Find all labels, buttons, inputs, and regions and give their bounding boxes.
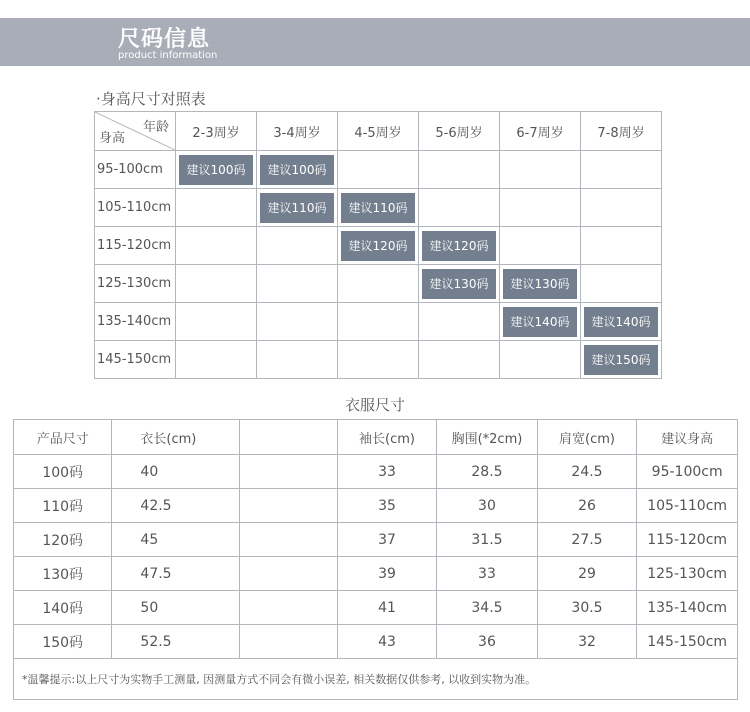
height-cell xyxy=(338,341,419,379)
height-cell xyxy=(176,303,257,341)
height-cell xyxy=(257,227,338,265)
shoulder-cell: 26 xyxy=(537,489,637,523)
table-row xyxy=(14,489,738,523)
height-cell xyxy=(581,189,662,227)
height-cell xyxy=(419,265,500,303)
height-cell xyxy=(500,303,581,341)
blank-cell xyxy=(240,625,338,659)
chest-cell: 34.5 xyxy=(437,591,537,625)
shoulder-cell: 24.5 xyxy=(537,455,637,489)
size-chart-table xyxy=(13,419,738,700)
column-header xyxy=(240,420,338,455)
length-cell: 52.5 xyxy=(112,625,240,659)
height-label: 145-150cm xyxy=(95,341,176,379)
age-header: 6-7周岁 xyxy=(500,112,581,151)
sleeve-cell: 43 xyxy=(337,625,437,659)
height-cell xyxy=(257,151,338,189)
height-label: 95-100cm xyxy=(95,151,176,189)
column-header: 胸围(*2cm) xyxy=(437,420,537,455)
suggested-size-tag: 建议100码 xyxy=(179,155,253,185)
size-cell: 110码 xyxy=(14,489,112,523)
column-header: 产品尺寸 xyxy=(14,420,112,455)
height-label: 105-110cm xyxy=(95,189,176,227)
suggested-size-tag: 建议140码 xyxy=(584,307,658,337)
blank-cell xyxy=(240,591,338,625)
height-cell xyxy=(500,189,581,227)
height-cell: 95-100cm xyxy=(637,455,738,489)
sleeve-cell: 37 xyxy=(337,523,437,557)
height-cell xyxy=(419,341,500,379)
suggested-size-tag: 建议140码 xyxy=(503,307,577,337)
table-row xyxy=(14,557,738,591)
shoulder-cell: 30.5 xyxy=(537,591,637,625)
table-row xyxy=(14,625,738,659)
height-cell xyxy=(257,189,338,227)
height-label: 135-140cm xyxy=(95,303,176,341)
note-text: *温馨提示:以上尺寸为实物手工测量, 因测量方式不同会有微小误差, 相关数据仅供参考, 以收到实物为准。 xyxy=(14,659,738,700)
height-row xyxy=(95,151,662,189)
height-cell: 115-120cm xyxy=(637,523,738,557)
height-chart-body xyxy=(95,151,662,379)
size-cell: 130码 xyxy=(14,557,112,591)
height-cell xyxy=(338,265,419,303)
height-cell xyxy=(338,303,419,341)
blank-cell xyxy=(240,557,338,591)
chest-cell: 30 xyxy=(437,489,537,523)
size-cell: 100码 xyxy=(14,455,112,489)
height-cell xyxy=(581,151,662,189)
height-cell xyxy=(500,151,581,189)
age-header: 2-3周岁 xyxy=(176,112,257,151)
sleeve-cell: 35 xyxy=(337,489,437,523)
column-header: 衣长(cm) xyxy=(112,420,240,455)
height-cell: 125-130cm xyxy=(637,557,738,591)
height-row xyxy=(95,341,662,379)
column-header: 肩宽(cm) xyxy=(537,420,637,455)
height-cell: 135-140cm xyxy=(637,591,738,625)
height-cell xyxy=(581,227,662,265)
height-cell xyxy=(500,227,581,265)
size-cell: 120码 xyxy=(14,523,112,557)
height-row xyxy=(95,303,662,341)
column-header: 袖长(cm) xyxy=(337,420,437,455)
height-chart-title: ·身高尺寸对照表 xyxy=(96,90,206,108)
suggested-size-tag: 建议130码 xyxy=(422,269,496,299)
sleeve-cell: 33 xyxy=(337,455,437,489)
size-cell: 140码 xyxy=(14,591,112,625)
height-cell xyxy=(338,227,419,265)
chest-cell: 31.5 xyxy=(437,523,537,557)
table-row xyxy=(14,523,738,557)
chest-cell: 36 xyxy=(437,625,537,659)
suggested-size-tag: 建议120码 xyxy=(341,231,415,261)
height-cell xyxy=(500,265,581,303)
blank-cell xyxy=(240,489,338,523)
height-cell xyxy=(257,265,338,303)
size-cell: 150码 xyxy=(14,625,112,659)
height-cell xyxy=(176,227,257,265)
height-cell xyxy=(176,189,257,227)
sleeve-cell: 39 xyxy=(337,557,437,591)
length-cell: 42.5 xyxy=(112,489,240,523)
age-header: 5-6周岁 xyxy=(419,112,500,151)
shoulder-cell: 27.5 xyxy=(537,523,637,557)
age-header: 7-8周岁 xyxy=(581,112,662,151)
height-cell: 145-150cm xyxy=(637,625,738,659)
section-header xyxy=(0,18,750,66)
column-header: 建议身高 xyxy=(637,420,738,455)
height-cell xyxy=(176,341,257,379)
blank-cell xyxy=(240,523,338,557)
suggested-size-tag: 建议110码 xyxy=(260,193,334,223)
shoulder-cell: 32 xyxy=(537,625,637,659)
sleeve-cell: 41 xyxy=(337,591,437,625)
suggested-size-tag: 建议150码 xyxy=(584,345,658,375)
length-cell: 50 xyxy=(112,591,240,625)
height-cell xyxy=(338,151,419,189)
suggested-size-tag: 建议100码 xyxy=(260,155,334,185)
height-chart-header-row xyxy=(95,112,662,151)
suggested-size-tag: 建议110码 xyxy=(341,193,415,223)
height-row xyxy=(95,265,662,303)
height-label: 125-130cm xyxy=(95,265,176,303)
height-cell xyxy=(419,189,500,227)
length-cell: 40 xyxy=(112,455,240,489)
chest-cell: 33 xyxy=(437,557,537,591)
suggested-size-tag: 建议130码 xyxy=(503,269,577,299)
page-title: 尺码信息 xyxy=(118,27,211,52)
length-cell: 47.5 xyxy=(112,557,240,591)
page-subtitle: product information xyxy=(118,50,218,61)
height-chart-table xyxy=(94,111,662,379)
age-header: 4-5周岁 xyxy=(338,112,419,151)
suggested-size-tag: 建议120码 xyxy=(422,231,496,261)
corner-age-label: 年龄 xyxy=(142,120,169,135)
shoulder-cell: 29 xyxy=(537,557,637,591)
height-cell xyxy=(176,151,257,189)
age-header: 3-4周岁 xyxy=(257,112,338,151)
height-cell xyxy=(419,303,500,341)
height-cell xyxy=(581,265,662,303)
height-cell xyxy=(176,265,257,303)
table-row xyxy=(14,591,738,625)
size-chart-title: 衣服尺寸 xyxy=(344,396,405,414)
height-row xyxy=(95,189,662,227)
size-chart-body xyxy=(14,455,738,659)
length-cell: 45 xyxy=(112,523,240,557)
height-cell xyxy=(257,303,338,341)
height-cell xyxy=(581,341,662,379)
corner-cell xyxy=(95,112,176,151)
height-cell xyxy=(419,227,500,265)
height-cell xyxy=(581,303,662,341)
height-label: 115-120cm xyxy=(95,227,176,265)
note-row xyxy=(14,659,738,700)
height-cell xyxy=(500,341,581,379)
height-cell xyxy=(257,341,338,379)
height-row xyxy=(95,227,662,265)
size-chart-header-row xyxy=(14,420,738,455)
table-row xyxy=(14,455,738,489)
chest-cell: 28.5 xyxy=(437,455,537,489)
height-cell xyxy=(419,151,500,189)
blank-cell xyxy=(240,455,338,489)
height-cell xyxy=(338,189,419,227)
height-cell: 105-110cm xyxy=(637,489,738,523)
corner-height-label: 身高 xyxy=(99,131,126,146)
